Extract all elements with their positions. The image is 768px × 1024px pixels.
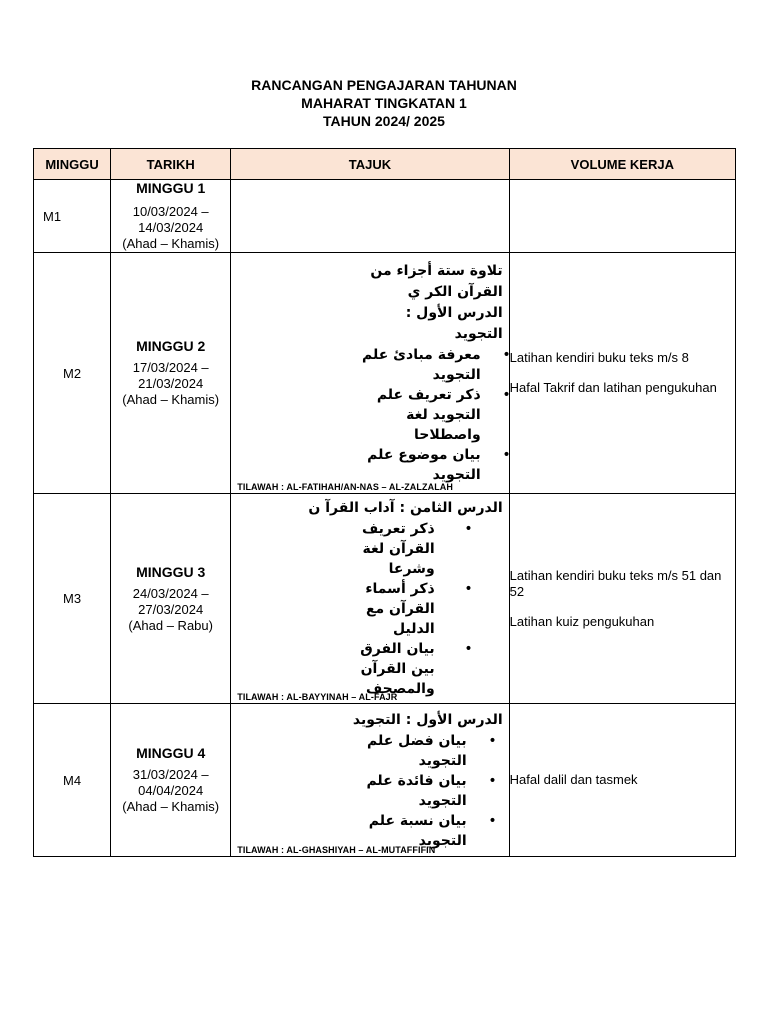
list-item-line: معرفة مبادئ علم <box>362 347 481 363</box>
bullet-icon: • <box>464 641 473 657</box>
title-line-1: RANCANGAN PENGAJARAN TAHUNAN <box>251 77 517 93</box>
volume-cell <box>509 253 735 494</box>
tilawah-label: TILAWAH : AL-FATIHAH/AN-NAS – AL-ZALZALAH <box>237 482 454 492</box>
list-item <box>231 579 473 639</box>
week-code: M1 <box>34 180 111 253</box>
volume-item: Hafal dalil dan tasmek <box>509 772 638 787</box>
date-cell <box>111 180 231 253</box>
date-start: 31/03/2024 – <box>132 767 209 782</box>
bullet-icon: • <box>502 387 511 403</box>
date-days: (Ahad – Khamis) <box>122 799 220 814</box>
column-header-tarikh: TARIKH <box>111 149 231 180</box>
list-item-line: بيان نسبة علم <box>368 812 467 829</box>
tajuk-heading-line: الدرس الأول : <box>405 305 503 321</box>
title-line-3: TAHUN 2024/ 2025 <box>323 113 445 129</box>
tajuk-heading-line: الدرس الثامن : آداب القرآ ن <box>308 500 503 516</box>
title-line-2: MAHARAT TINGKATAN 1 <box>301 95 467 111</box>
list-item <box>231 385 511 445</box>
list-item-line: ذكر تعريف <box>361 521 435 537</box>
list-item <box>231 639 473 699</box>
list-item-line: بيان فضل علم <box>367 732 467 749</box>
date-start: 24/03/2024 – <box>132 585 209 601</box>
volume-item: Latihan kendiri buku teks m/s 51 dan 52 <box>509 567 722 599</box>
list-item-line: ذكر تعريف علم <box>376 387 481 403</box>
date-cell <box>111 494 231 704</box>
date-cell <box>111 704 231 857</box>
date-days: (Ahad – Khamis) <box>122 236 220 251</box>
tajuk-cell <box>231 704 509 857</box>
table-row <box>34 253 736 494</box>
tajuk-cell <box>231 180 509 253</box>
date-end: 14/03/2024 <box>138 220 204 235</box>
tajuk-heading-line: التجويد <box>454 326 503 342</box>
week-label: MINGGU 4 <box>136 745 206 761</box>
date-start: 17/03/2024 – <box>132 360 209 375</box>
list-item-line: واصطلاحا <box>414 427 481 443</box>
table-header-row <box>34 149 736 180</box>
tilawah-label: TILAWAH : AL-GHASHIYAH – AL-MUTAFFIFIN <box>237 845 436 855</box>
list-item-line: بيان فائدة علم <box>366 772 467 789</box>
volume-item: Latihan kuiz pengukuhan <box>509 613 655 629</box>
tilawah-label: TILAWAH : AL-BAYYINAH – AL-FAJR <box>237 692 398 702</box>
list-item-line: التجويد لغة <box>406 407 481 423</box>
list-item-line: التجويد <box>432 467 481 483</box>
tajuk-heading-line: الدرس الأول : التجويد <box>352 711 503 728</box>
list-item-line: القرآن مع <box>365 601 435 617</box>
document-title <box>0 76 768 130</box>
lesson-plan-table <box>33 148 736 857</box>
list-item <box>231 345 511 385</box>
list-item <box>231 445 511 485</box>
tajuk-cell <box>231 494 509 704</box>
week-code: M3 <box>34 494 111 704</box>
list-item-line: التجويد <box>418 792 467 809</box>
bullet-icon: • <box>502 447 511 463</box>
bullet-icon: • <box>488 812 497 829</box>
tajuk-heading-line: تلاوة ستة أجزاء من <box>370 263 503 279</box>
week-label: MINGGU 2 <box>136 338 206 354</box>
volume-item: Hafal Takrif dan latihan pengukuhan <box>509 380 717 395</box>
volume-cell <box>509 704 735 857</box>
list-item <box>231 771 497 811</box>
week-code: M2 <box>34 253 111 494</box>
list-item <box>231 519 473 579</box>
list-item-line: التجويد <box>418 832 467 849</box>
volume-cell <box>509 494 735 704</box>
table-row <box>34 180 736 253</box>
column-header-volume-kerja: VOLUME KERJA <box>509 149 735 180</box>
list-item-line: التجويد <box>432 367 481 383</box>
bullet-icon: • <box>502 347 511 363</box>
week-code: M4 <box>34 704 111 857</box>
column-header-tajuk: TAJUK <box>231 149 509 180</box>
list-item-line: وشرعا <box>388 561 435 577</box>
date-end: 27/03/2024 <box>138 601 204 617</box>
list-item-line: بيان الفرق <box>360 641 435 657</box>
table-row <box>34 494 736 704</box>
list-item-line: والمصحف <box>365 681 435 697</box>
bullet-icon: • <box>488 732 497 749</box>
date-days: (Ahad – Khamis) <box>122 392 220 407</box>
date-days: (Ahad – Rabu) <box>128 617 213 633</box>
list-item-line: الدليل <box>393 621 435 637</box>
list-item <box>231 731 497 771</box>
list-item-line: بين القرآن <box>360 661 435 677</box>
list-item-line: بيان موضوع علم <box>367 447 481 463</box>
week-label: MINGGU 1 <box>136 180 206 196</box>
volume-cell <box>509 180 735 253</box>
column-header-minggu: MINGGU <box>34 149 111 180</box>
list-item-line: التجويد <box>418 752 467 769</box>
tajuk-cell <box>231 253 509 494</box>
bullet-icon: • <box>464 581 473 597</box>
table-row <box>34 704 736 857</box>
bullet-icon: • <box>488 772 497 789</box>
week-label: MINGGU 3 <box>136 563 206 580</box>
date-end: 21/03/2024 <box>138 376 204 391</box>
date-cell <box>111 253 231 494</box>
date-start: 10/03/2024 – <box>132 204 209 219</box>
volume-item: Latihan kendiri buku teks m/s 8 <box>509 350 689 365</box>
date-end: 04/04/2024 <box>138 783 204 798</box>
tajuk-heading-line: القرآن الكر ي <box>407 284 503 300</box>
list-item-line: ذكر أسماء <box>365 581 435 597</box>
bullet-icon: • <box>464 521 473 537</box>
list-item-line: القرآن لغة <box>362 541 435 557</box>
